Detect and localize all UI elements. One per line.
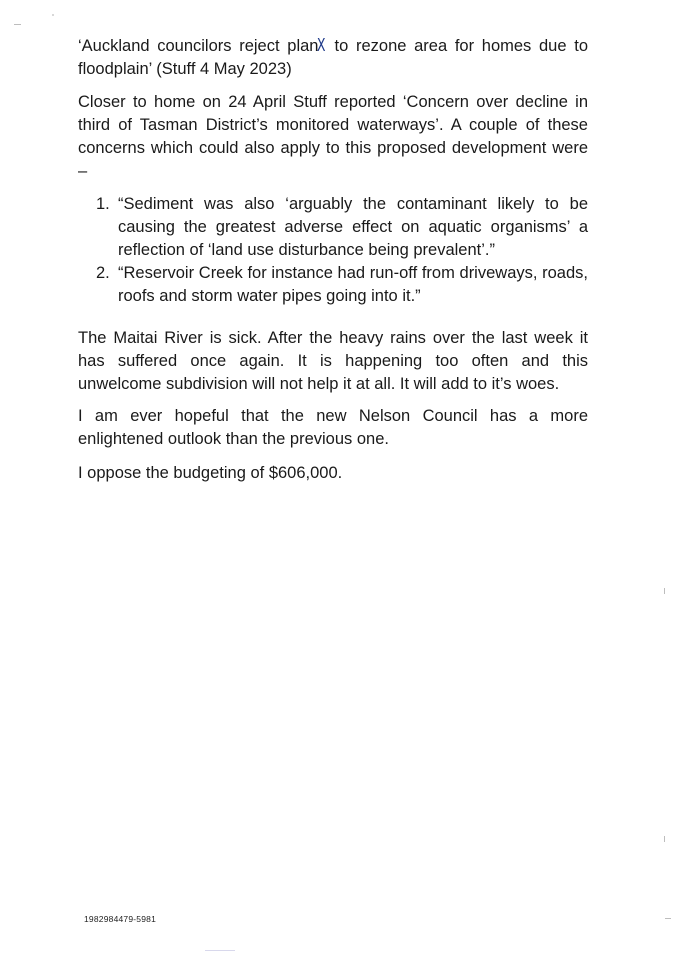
paragraph-opposition-statement: I oppose the budgeting of $606,000. xyxy=(78,464,343,482)
headline-text-start: ‘Auckland councilors reject plan xyxy=(78,37,319,55)
scan-mark xyxy=(664,588,665,594)
paragraph-maitai-river: The Maitai River is sick. After the heavy rains over the last week it has suffered once again. It is happening too often and this unwelcome subdivision will not help it at all. It will add to it’s woes. xyxy=(78,329,588,393)
list-item-number: 1. xyxy=(96,195,110,213)
headline-text-end: to rezone area for homes due to floodplain’ (Stuff 4 May 2023) xyxy=(78,37,588,78)
handwritten-correction-mark: X xyxy=(317,35,326,56)
scan-mark xyxy=(14,24,21,25)
scan-mark xyxy=(664,836,665,842)
document-id: 1982984479-5981 xyxy=(84,914,157,924)
list-item-text: “Sediment was also ‘arguably the contaminant likely to be causing the greatest adverse effect on aquatic organisms’ a reflection of ‘land use disturbance being prevalent’.” xyxy=(118,195,588,259)
list-item xyxy=(96,193,588,262)
paragraph-headline-quote xyxy=(78,34,588,81)
list-item-number: 2. xyxy=(96,264,110,282)
numbered-quote-list xyxy=(96,193,588,308)
scan-mark xyxy=(665,918,671,919)
scan-mark xyxy=(205,950,235,951)
scan-mark xyxy=(52,14,54,16)
list-item xyxy=(96,262,588,308)
paragraph-tasman-report: Closer to home on 24 April Stuff reported ‘Concern over decline in third of Tasman District’s monitored waterways’. A couple of these concerns which could also apply to this proposed development were – xyxy=(78,93,588,180)
list-item-text: “Reservoir Creek for instance had run-off from driveways, roads, roofs and storm water pipes going into it.” xyxy=(118,264,588,305)
paragraph-nelson-council: I am ever hopeful that the new Nelson Council has a more enlightened outlook than the previous one. xyxy=(78,407,588,448)
